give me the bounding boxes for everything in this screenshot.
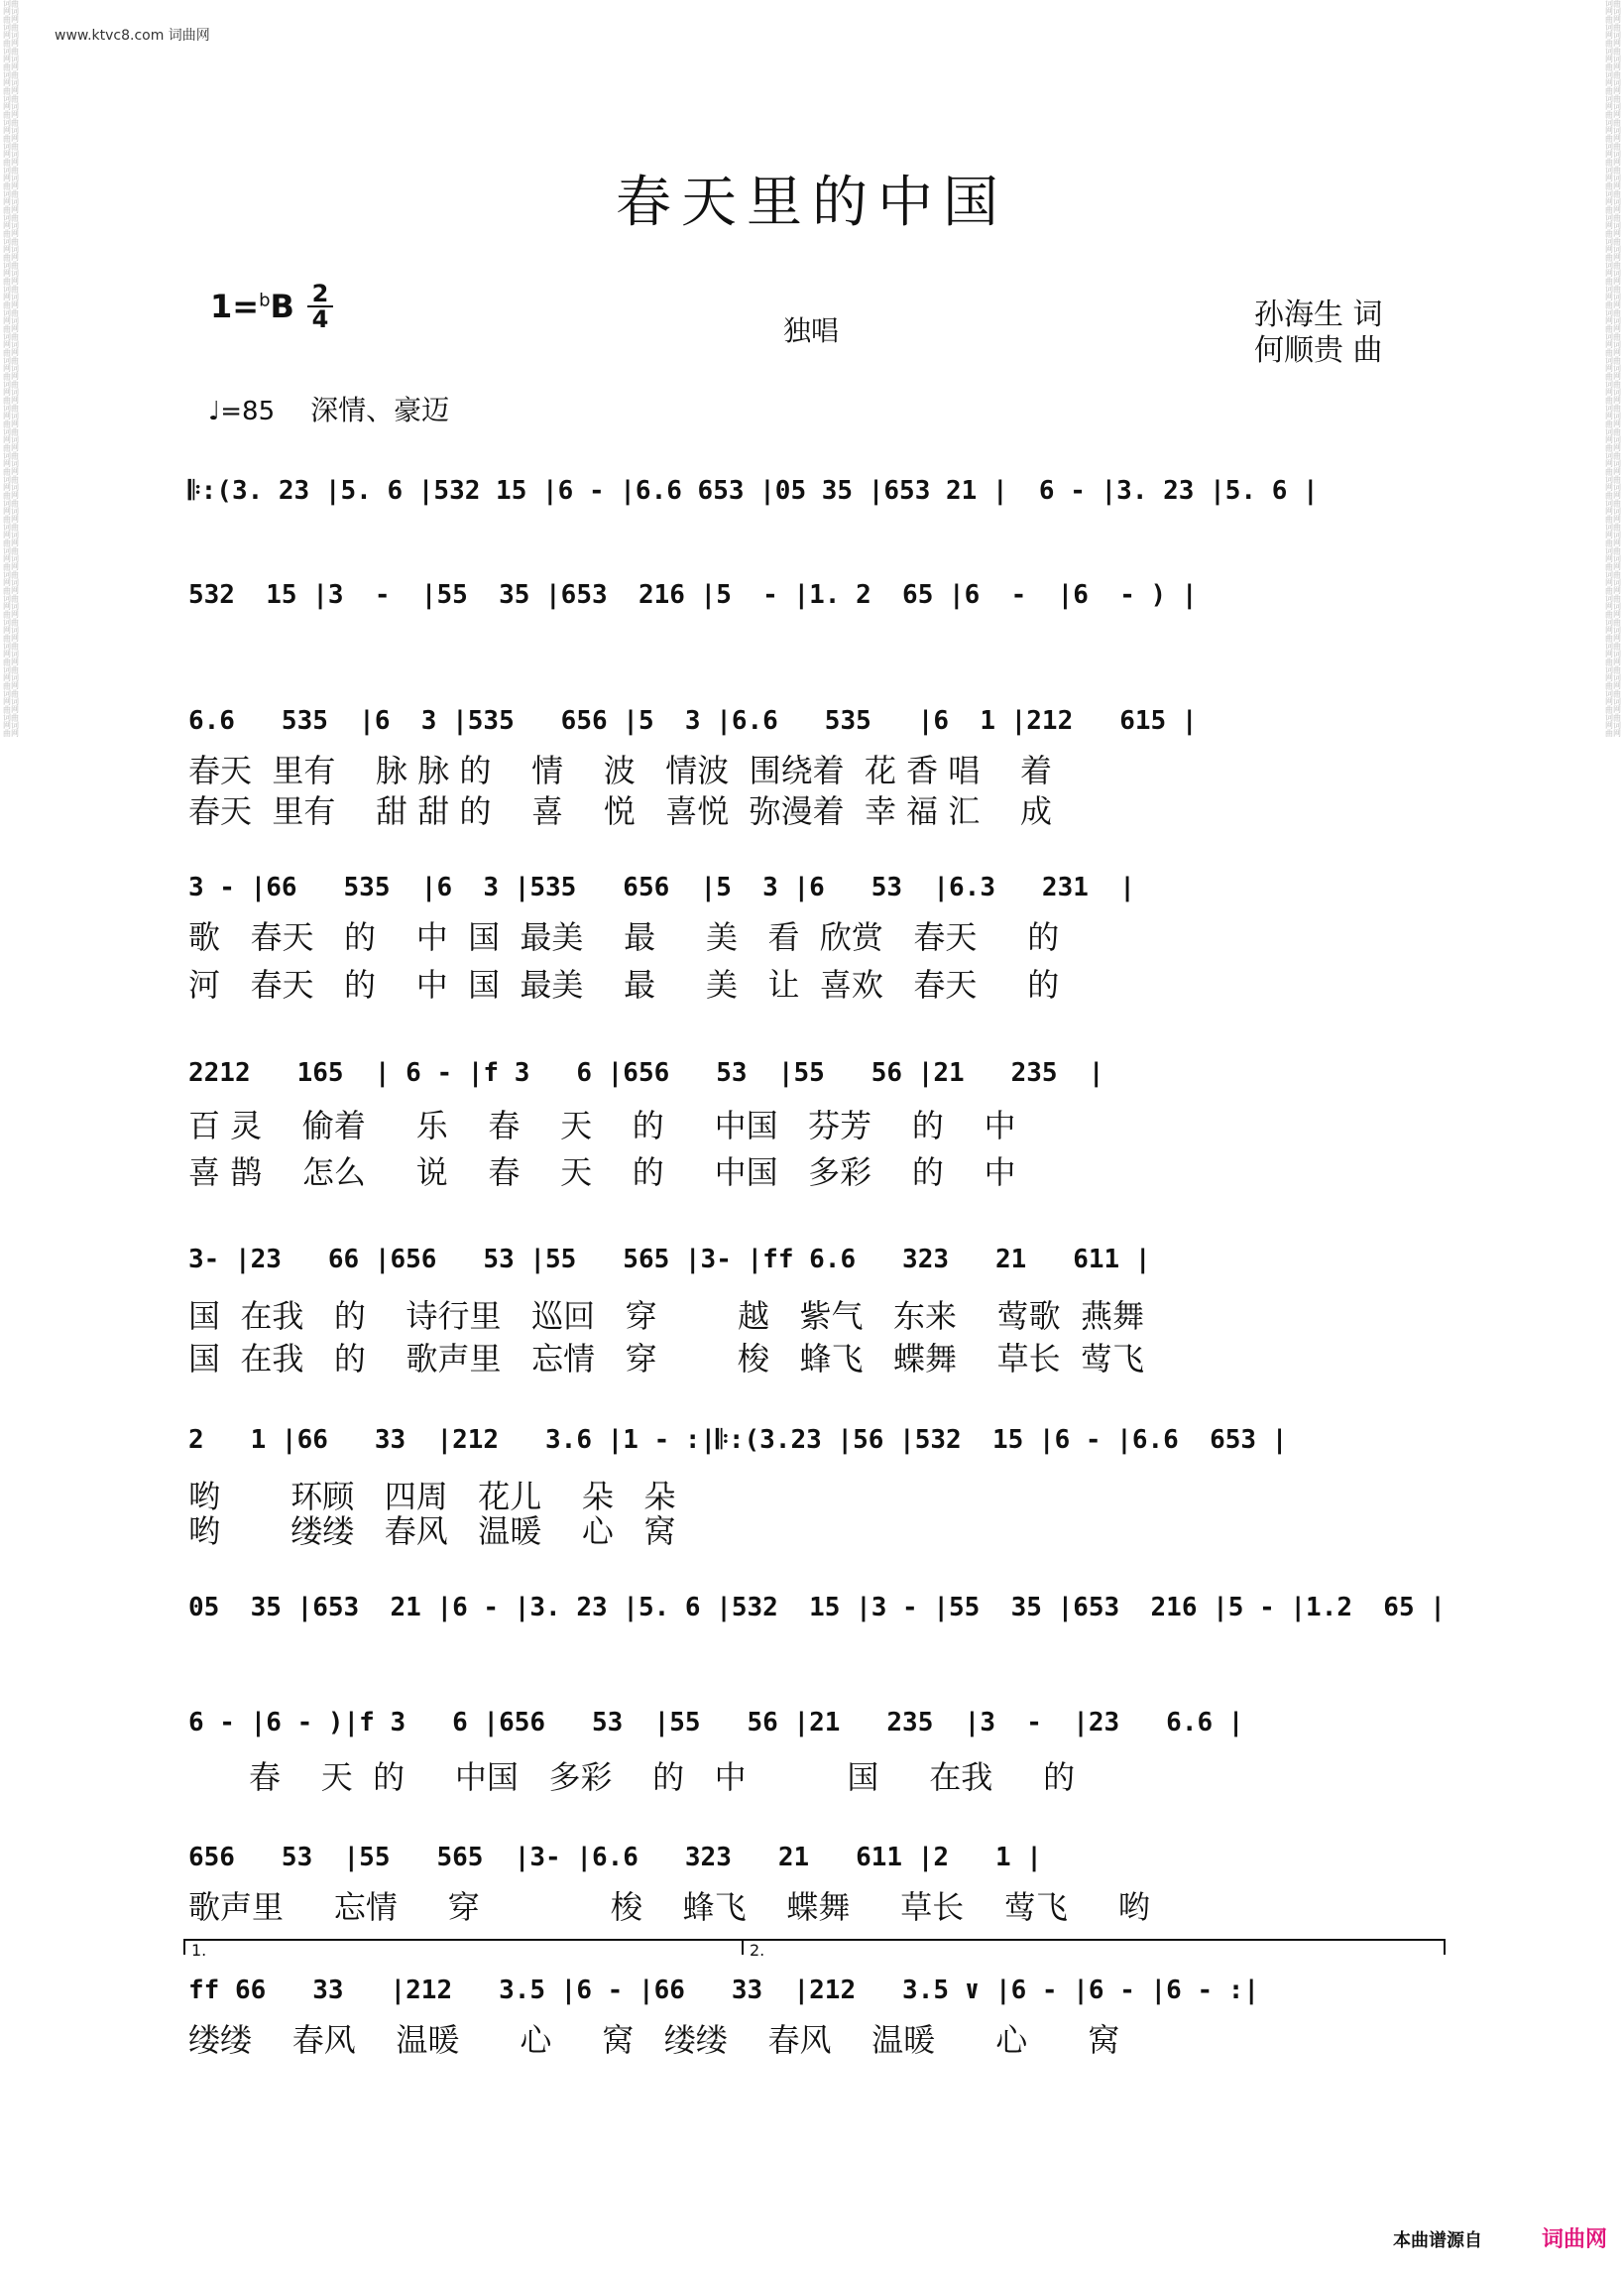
lyric-row: 春 天 的 中国 多彩 的 中 国 在我 的 [188,1758,1076,1796]
flat-sign: b [259,290,271,311]
composer-credit: 何顺贵 曲 [1254,333,1383,368]
score-row: 2212 165 | 6 - |f 3 6 |656 53 |55 56 |21 235 | [188,1058,1104,1088]
lyric-row: 百 灵 偷着 乐 春 天 的 中国 芬芳 的 中 [188,1107,1016,1144]
footer-brand-logo: 词曲网 [1542,2227,1608,2252]
song-title: 春天里的中国 [616,171,1008,235]
key-note: B [270,288,294,325]
score-row: 3- |23 66 |656 53 |55 565 |3- |ff 6.6 323 21 611 | [188,1245,1151,1274]
score-row: 05 35 |653 21 |6 - |3. 23 |5. 6 |532 15 |3 - |55 35 |653 216 |5 - |1.2 65 | [188,1593,1446,1622]
lyric-row: 春天 里有 脉 脉 的 情 波 情波 围绕着 花 香 唱 着 [188,752,1052,789]
score-row: 3 - |66 535 |6 3 |535 656 |5 3 |6 53 |6.3 231 | [188,873,1135,902]
lyric-row: 哟 缕缕 春风 温暖 心 窝 [188,1512,676,1550]
score-row: 𝄆:(3. 23 |5. 6 |532 15 |6 - |6.6 653 |05 35 |653 21 | 6 - |3. 23 |5. 6 | [188,476,1319,506]
key-signature [210,288,294,325]
lyric-row: 国 在我 的 歌声里 忘情 穿 梭 蜂飞 蝶舞 草长 莺飞 [188,1340,1145,1378]
score-row: 532 15 |3 - |55 35 |653 216 |5 - |1. 2 65 |6 - |6 - ) | [188,580,1198,610]
first-ending-bracket [183,1939,742,1960]
score-row: ff 66 33 |212 3.5 |6 - |66 33 |212 3.5 ∨ |6 - |6 - |6 - :| [188,1976,1260,2005]
tempo-marking [208,389,449,428]
score-row: 656 53 |55 565 |3- |6.6 323 21 611 |2 1 | [188,1843,1042,1872]
lyricist-credit: 孙海生 词 [1254,298,1383,332]
side-watermark-right: 词曲网词曲网词曲网词曲网词曲网词曲网词曲网词曲网词曲网词曲网词曲网词曲网词曲网词曲网词曲网词曲网词曲网词曲网词曲网词曲网词曲网词曲网词曲网词曲网词曲网词曲网词曲网词曲网词曲网词曲网词曲网词曲网词曲网词曲网词曲网词曲网词曲网词曲网词曲网词曲网词曲网词曲网词曲网词曲网词曲网词曲网词曲网词曲网词曲网词曲网词曲网词曲网词曲网词曲网词曲网词曲网词曲网词曲网词曲网词曲网词曲网词曲网 [1605,0,1621,738]
score-row: 6.6 535 |6 3 |535 656 |5 3 |6.6 535 |6 1 |212 615 | [188,706,1198,736]
credits [1254,298,1383,369]
tempo-mark: ♩=85 [208,397,276,426]
performance-type: 独唱 [783,314,840,347]
time-signature [307,280,333,333]
time-signature-bottom: 4 [311,305,329,333]
side-watermark-left: 词曲网词曲网词曲网词曲网词曲网词曲网词曲网词曲网词曲网词曲网词曲网词曲网词曲网词曲网词曲网词曲网词曲网词曲网词曲网词曲网词曲网词曲网词曲网词曲网词曲网词曲网词曲网词曲网词曲网词曲网词曲网词曲网词曲网词曲网词曲网词曲网词曲网词曲网词曲网词曲网词曲网词曲网词曲网词曲网词曲网词曲网词曲网词曲网词曲网词曲网词曲网词曲网词曲网词曲网词曲网词曲网词曲网词曲网词曲网词曲网词曲网词曲网 [3,0,19,738]
second-ending-bracket [742,1939,1446,1960]
second-ending-label: 2. [750,1941,765,1960]
lyric-row: 喜 鹊 怎么 说 春 天 的 中国 多彩 的 中 [188,1153,1016,1191]
lyric-row: 河 春天 的 中 国 最美 最 美 让 喜欢 春天 的 [188,966,1060,1004]
lyric-row: 哟 环顾 四周 花儿 朵 朵 [188,1478,676,1515]
time-signature-top: 2 [311,280,329,307]
key-prefix: 1= [210,288,260,325]
score-row: 2 1 |66 33 |212 3.6 |1 - :|𝄆:(3.23 |56 |532 15 |6 - |6.6 653 | [188,1425,1288,1455]
site-url: www.ktvc8.com 词曲网 [55,28,210,44]
lyric-row: 缕缕 春风 温暖 心 窝 缕缕 春风 温暖 心 窝 [188,2021,1120,2059]
lyric-row: 春天 里有 甜 甜 的 喜 悦 喜悦 弥漫着 幸 福 汇 成 [188,792,1052,830]
lyric-row: 歌声里 忘情 穿 梭 蜂飞 蝶舞 草长 莺飞 哟 [188,1888,1150,1926]
first-ending-label: 1. [191,1941,207,1960]
footer-source-text: 本曲谱源自 [1393,2230,1482,2251]
lyric-row: 歌 春天 的 中 国 最美 最 美 看 欣赏 春天 的 [188,918,1060,956]
score-row: 6 - |6 - )|f 3 6 |656 53 |55 56 |21 235 |3 - |23 6.6 | [188,1708,1244,1737]
lyric-row: 国 在我 的 诗行里 巡回 穿 越 紫气 东来 莺歌 燕舞 [188,1297,1145,1335]
expression-mark: 深情、豪迈 [310,394,450,426]
